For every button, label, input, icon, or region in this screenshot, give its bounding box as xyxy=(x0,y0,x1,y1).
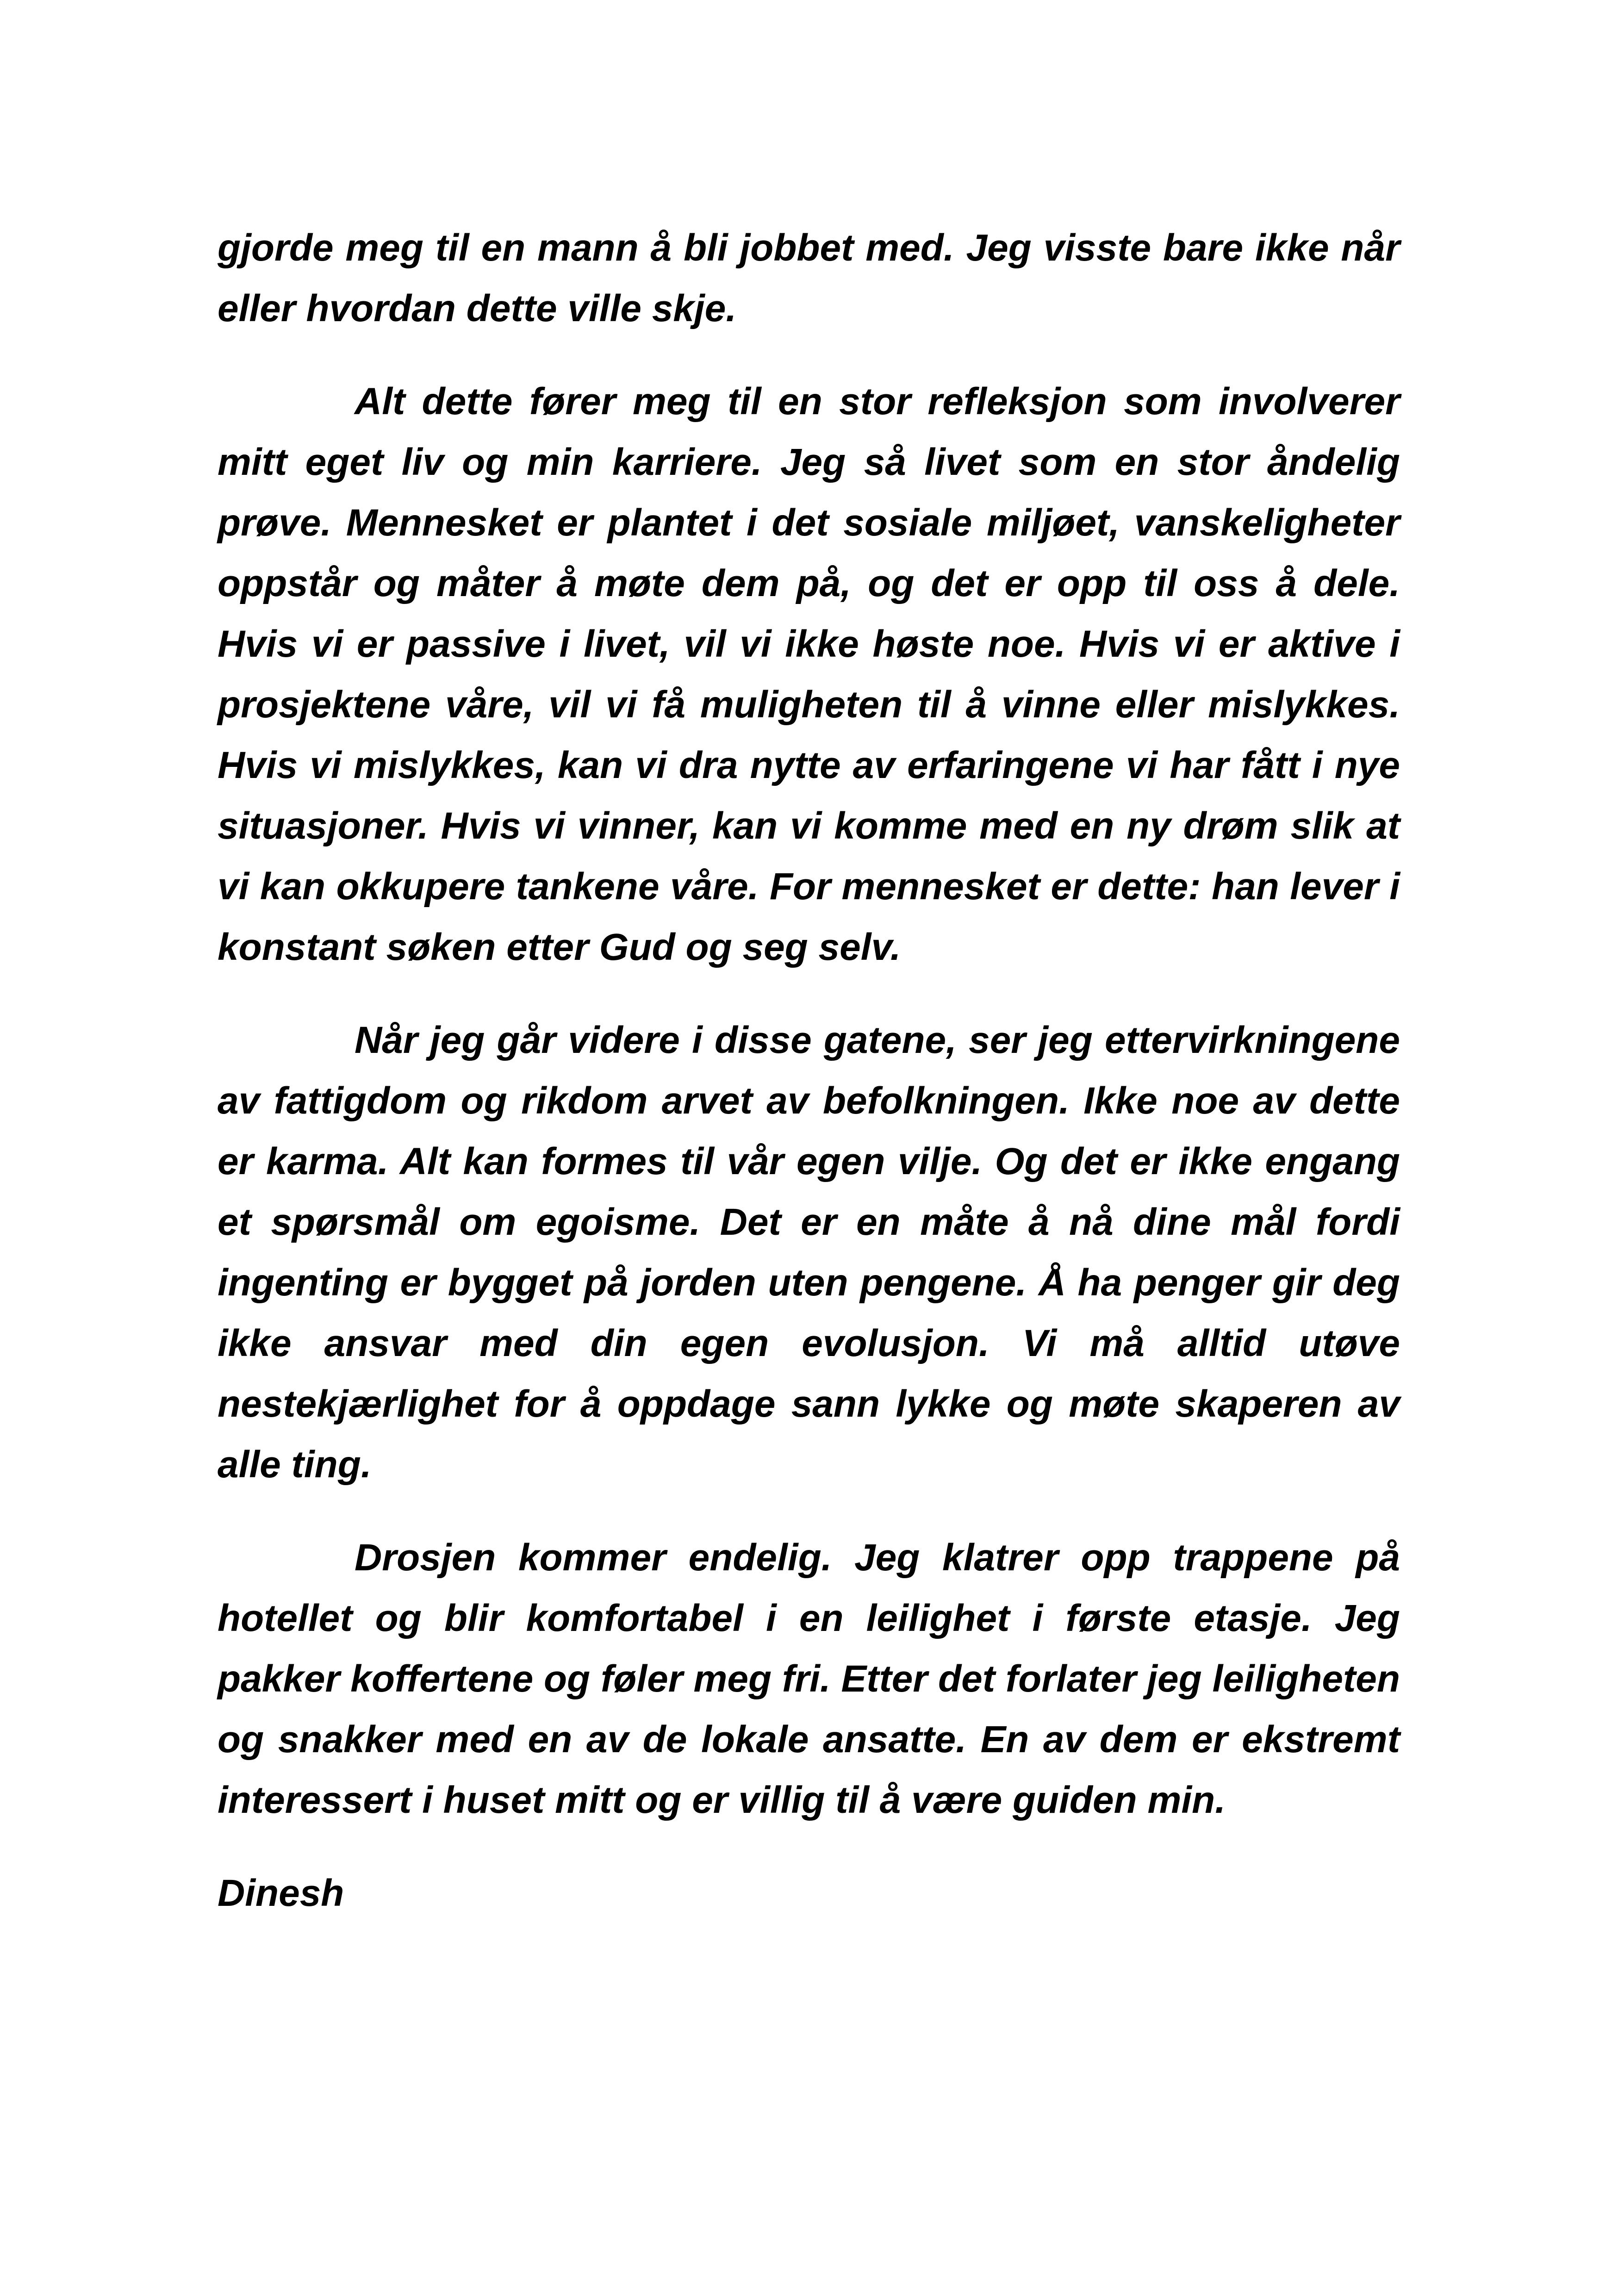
author-signature: Dinesh xyxy=(218,1872,344,1914)
body-text xyxy=(218,218,1400,1923)
paragraph-continuation: gjorde meg til en mann å bli jobbet med. Jeg visste bare ikke når eller hvordan dette ville skje. xyxy=(218,227,1400,330)
paragraph-taxi: Drosjen kommer endelig. Jeg klatrer opp trappene på hotellet og blir komfortabel i en leilighet i første etasje. Jeg pakker koffertene og føler meg fri. Etter det forlater jeg leiligheten og snakker med en av de lokale ansatte. En av dem er ekstremt interessert i huset mitt og er villig til å være guiden min. xyxy=(218,1537,1400,1821)
paragraph-streets: Når jeg går videre i disse gatene, ser jeg ettervirkningene av fattigdom og rikdom arvet av befolkningen. Ikke noe av dette er karma. Alt kan formes til vår egen vilje. Og det er ikke engang et spørsmål om egoisme. Det er en måte å nå dine mål fordi ingenting er bygget på jorden uten pengene. Å ha penger gir deg ikke ansvar med din egen evolusjon. Vi må alltid utøve nestekjærlighet for å oppdage sann lykke og møte skaperen av alle ting. xyxy=(218,1019,1400,1486)
paragraph-reflection: Alt dette fører meg til en stor refleksjon som involverer mitt eget liv og min karriere. Jeg så livet som en stor åndelig prøve. Mennesket er plantet i det sosiale miljøet, vanskeligheter oppstår og måter å møte dem på, og det er opp til oss å dele. Hvis vi er passive i livet, vil vi ikke høste noe. Hvis vi er aktive i prosjektene våre, vil vi få muligheten til å vinne eller mislykkes. Hvis vi mislykkes, kan vi dra nytte av erfaringene vi har fått i nye situasjoner. Hvis vi vinner, kan vi komme med en ny drøm slik at vi kan okkupere tankene våre. For mennesket er dette: han lever i konstant søken etter Gud og seg selv. xyxy=(218,380,1400,968)
